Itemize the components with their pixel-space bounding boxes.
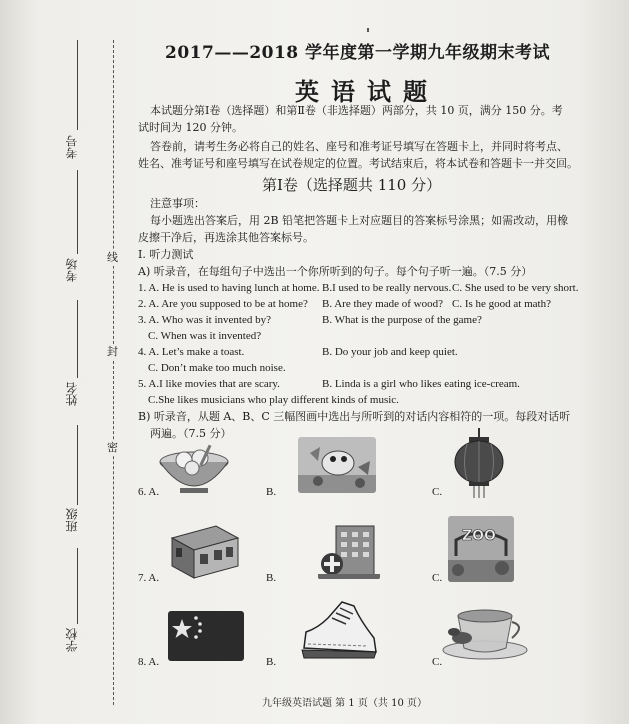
tea-cup-image <box>440 598 530 662</box>
q5-option-c: C.She likes musicians who play different kinds of music. <box>148 394 399 406</box>
q8-label-b: B. <box>266 656 277 668</box>
q4-option-b: B. Do your job and keep quiet. <box>322 346 458 358</box>
q7-label-c: C. <box>432 572 443 584</box>
exam-room-label: 考场 <box>65 258 79 282</box>
hospital-building-image <box>318 520 380 580</box>
q1-option-a: 1. A. He is used to having lunch at home. <box>138 282 320 294</box>
class-label: 班级 <box>65 508 79 532</box>
q7-label-b: B. <box>266 572 277 584</box>
q3-option-a: 3. A. Who was it invented by? <box>138 314 271 326</box>
school-line <box>77 548 78 624</box>
cartoon-fish-scene-image <box>298 437 376 493</box>
intro-line-3: 答卷前，请考生务必将自己的姓名、座号和准考证号填写在答题卡上，并同时将考点、 <box>150 140 568 153</box>
q2-option-a: 2. A. Are you supposed to be at home? <box>138 298 308 310</box>
q2-option-c: C. Is he good at math? <box>452 298 551 310</box>
q3-option-b: B. What is the purpose of the game? <box>322 314 482 326</box>
q8-label-c: C. <box>432 656 443 668</box>
sneaker-image <box>298 598 378 662</box>
q8-label-a: 8. A. <box>138 656 160 668</box>
part-listening-title: Ⅰ. 听力测试 <box>138 248 194 261</box>
shop-building-image <box>166 518 242 580</box>
q4-option-c: C. Don’t make too much noise. <box>148 362 286 374</box>
tangyuan-bowl-image <box>158 440 230 495</box>
intro-line-4: 姓名、准考证号和座号填写在试卷规定的位置。考试结束后，将本试卷和答题卡一并交回。 <box>138 157 578 170</box>
q6-label-c: C. <box>432 486 443 498</box>
binding-char-xian: 线 <box>107 251 118 264</box>
name-line <box>77 300 78 378</box>
part-a-instruction: A) 听录音，在每组句子中选出一个你所听到的句子。每个句子听一遍。（7.5 分） <box>138 265 533 278</box>
scan-dot <box>367 28 369 32</box>
notice-label: 注意事项： <box>150 197 205 210</box>
exam-title: 2017——2018 学年度第一学期九年级期末考试 <box>165 43 551 63</box>
q6-label-a: 6. A. <box>138 486 160 498</box>
binding-dashed-line <box>113 40 114 705</box>
notice-line-2: 皮擦干净后，再选涂其他答案标号。 <box>138 231 314 244</box>
subject-title: 英语试题 <box>295 77 439 106</box>
q5-option-b: B. Linda is a girl who likes eating ice-cream. <box>322 378 520 390</box>
part-b-instruction-2: 两遍。（7.5 分） <box>150 427 232 440</box>
exam-number-label: 考号 <box>65 135 79 159</box>
q2-option-b: B. Are they made of wood? <box>322 298 443 310</box>
svg-text:ZOO: ZOO <box>462 528 496 544</box>
name-label: 姓名 <box>65 382 79 406</box>
exam-room-line <box>77 170 78 254</box>
q1-option-c: C. She used to be very short. <box>452 282 579 294</box>
q4-option-a: 4. A. Let’s make a toast. <box>138 346 245 358</box>
section-title: 第Ⅰ卷（选择题共 110 分） <box>262 176 442 194</box>
binding-char-mi: 密 <box>107 441 118 454</box>
q3-option-c: C. When was it invented? <box>148 330 262 342</box>
notice-line-1: 每小题选出答案后，用 2B 铅笔把答题卡上对应题目的答案标号涂黑；如需改动，用橡 <box>150 214 569 227</box>
part-b-instruction-1: B) 听录音，从题 A、B、C 三幅图画中选出与所听到的对话内容相符的一项。每段对话听 <box>138 410 571 423</box>
binding-char-feng: 封 <box>107 345 118 358</box>
red-lantern-image <box>452 428 507 498</box>
china-flag-image <box>168 611 244 661</box>
class-line <box>77 425 78 505</box>
page-footer: 九年级英语试题 第 1 页（共 10 页） <box>262 698 427 709</box>
q7-label-a: 7. A. <box>138 572 160 584</box>
q6-label-b: B. <box>266 486 277 498</box>
q1-option-b: B.I used to be really nervous. <box>322 282 452 294</box>
intro-line-2: 试时间为 120 分钟。 <box>138 121 243 134</box>
intro-line-1: 本试题分第Ⅰ卷（选择题）和第Ⅱ卷（非选择题）两部分，共 10 页，满分 150 分。考 <box>150 104 563 117</box>
school-label: 学校 <box>65 628 79 652</box>
zoo-gate-image <box>448 516 514 582</box>
q5-option-a: 5. A.I like movies that are scary. <box>138 378 280 390</box>
exam-number-line <box>77 40 78 130</box>
